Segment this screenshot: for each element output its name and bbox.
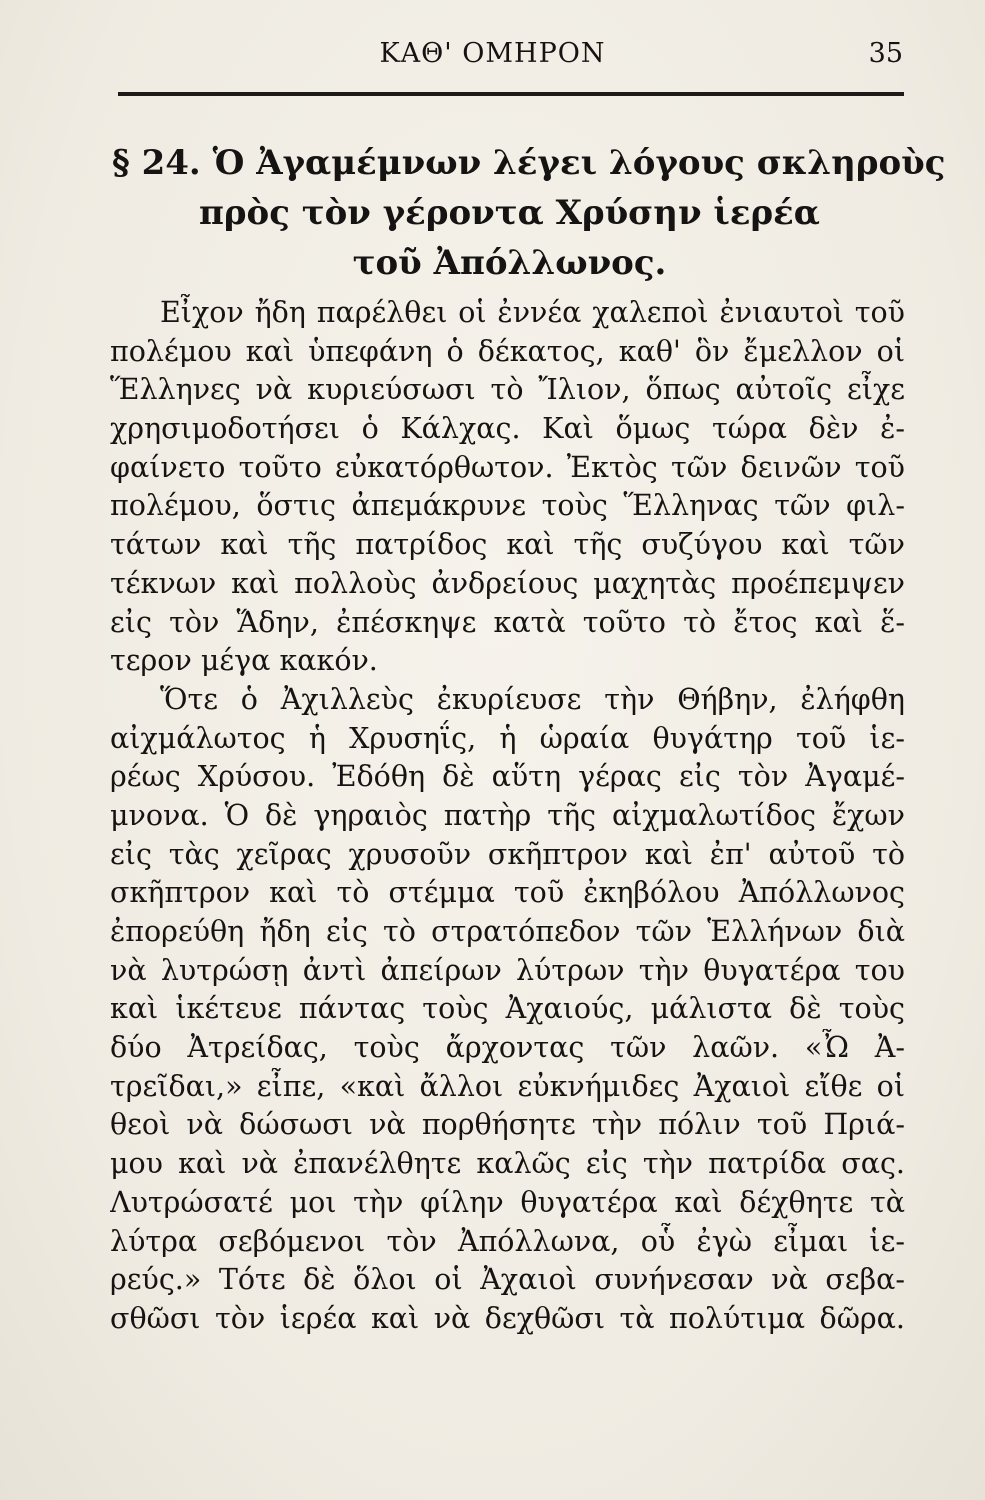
paragraph-1 (110, 294, 905, 681)
text-line: μου καὶ νὰ ἐπανέλθητε καλῶς εἰς τὴν πατρίδα σας. (110, 1147, 905, 1181)
text-line: θεοὶ νὰ δώσωσι νὰ πορθήσητε τὴν πόλιν τοῦ Πριά- (110, 1108, 905, 1142)
text-line: νὰ λυτρώσῃ ἀντὶ ἀπείρων λύτρων τὴν θυγατέρα του (110, 953, 905, 987)
text-line: τέκνων καὶ πολλοὺς ἀνδρείους μαχητὰς προέπεμψεν (110, 566, 905, 600)
text-line: χρησιμοδοτήσει ὁ Κάλχας. Καὶ ὅμως τώρα δὲν ἐ- (110, 412, 905, 446)
text-line: πολέμου, ὅστις ἀπεμάκρυνε τοὺς Ἕλληνας τῶν φιλ- (110, 489, 905, 523)
text-line: πολέμου καὶ ὑπεφάνη ὁ δέκατος, καθ' ὃν ἔμελλον οἱ (110, 334, 905, 368)
body-text (110, 294, 905, 1339)
header-rule (118, 92, 904, 96)
text-line: λύτρα σεβόμενοι τὸν Ἀπόλλωνα, οὗ ἐγὼ εἶμαι ἱε- (110, 1224, 905, 1258)
text-line: Ὅτε ὁ Ἀχιλλεὺς ἐκυρίευσε τὴν Θήβην, ἐλήφθη (160, 682, 905, 716)
running-head (0, 38, 985, 78)
text-line: εἰς τὰς χεῖρας χρυσοῦν σκῆπτρον καὶ ἐπ' αὐτοῦ τὸ (110, 837, 905, 871)
heading-line: § 24. Ὁ Ἀγαμέμνων λέγει λόγους σκληροὺς (112, 143, 946, 183)
text-line: καὶ ἱκέτευε πάντας τοὺς Ἀχαιούς, μάλιστα δὲ τοὺς (110, 992, 905, 1026)
section-heading (112, 138, 946, 288)
text-line: ἐπορεύθη ἤδη εἰς τὸ στρατόπεδον τῶν Ἑλλήνων διὰ (110, 915, 905, 948)
text-line: Ἕλληνες νὰ κυριεύσωσι τὸ Ἴλιον, ὅπως αὐτοῖς εἶχε (110, 373, 905, 407)
text-line: εἰς τὸν Ἅδην, ἐπέσκηψε κατὰ τοῦτο τὸ ἔτος καὶ ἕ- (110, 605, 905, 639)
text-line: Λυτρώσατέ μοι τὴν φίλην θυγατέρα καὶ δέχθητε τὰ (110, 1185, 905, 1219)
text-line: τερον μέγα κακόν. (110, 644, 378, 678)
page-number: 35 (868, 38, 903, 69)
heading-line: τοῦ Ἀπόλλωνος. (352, 243, 667, 283)
text-line: Εἶχον ἤδη παρέλθει οἱ ἐννέα χαλεποὶ ἐνιαυτοὶ τοῦ (160, 296, 905, 329)
heading-line: πρὸς τὸν γέροντα Χρύσην ἱερέα (199, 193, 820, 233)
text-line: ρεύς.» Τότε δὲ ὅλοι οἱ Ἀχαιοὶ συνήνεσαν νὰ σεβα- (110, 1263, 905, 1297)
text-line: αἰχμάλωτος ἡ Χρυσηΐς, ἡ ὡραία θυγάτηρ τοῦ ἱε- (110, 721, 905, 755)
text-line: φαίνετο τοῦτο εὐκατόρθωτον. Ἐκτὸς τῶν δεινῶν τοῦ (110, 450, 905, 484)
text-line: σκῆπτρον καὶ τὸ στέμμα τοῦ ἐκηβόλου Ἀπόλλωνος (110, 876, 905, 910)
text-line: ρέως Χρύσου. Ἐδόθη δὲ αὕτη γέρας εἰς τὸν Ἀγαμέ- (110, 760, 905, 794)
paragraph-2 (110, 681, 905, 1339)
text-line: τάτων καὶ τῆς πατρίδος καὶ τῆς συζύγου καὶ τῶν (110, 528, 905, 562)
text-line: τρεῖδαι,» εἶπε, «καὶ ἄλλοι εὐκνήμιδες Ἀχαιοὶ εἴθε οἱ (110, 1069, 905, 1103)
running-title: ΚΑΘ' ΟΜΗΡΟΝ (379, 38, 606, 69)
text-line: σθῶσι τὸν ἱερέα καὶ νὰ δεχθῶσι τὰ πολύτιμα δῶρα. (110, 1301, 905, 1335)
text-line: μνονα. Ὁ δὲ γηραιὸς πατὴρ τῆς αἰχμαλωτίδος ἔχων (110, 798, 905, 832)
text-line: δύο Ἀτρείδας, τοὺς ἄρχοντας τῶν λαῶν. «Ὦ Ἀ- (110, 1031, 905, 1065)
